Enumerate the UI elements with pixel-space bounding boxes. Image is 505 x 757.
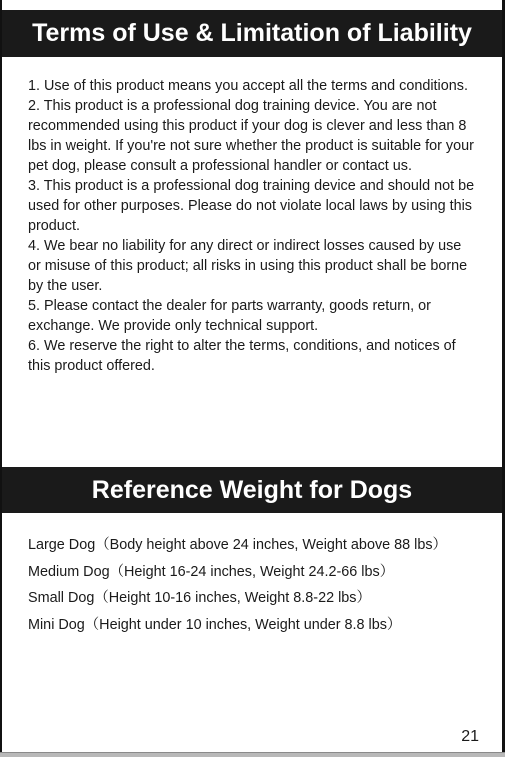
terms-item-6: 6. We reserve the right to alter the terms, conditions, and notices of this product offered. [28, 338, 456, 374]
terms-item-3: 3. This product is a professional dog training device and should not be used for other purposes. Please do not violate local laws by using this product. [28, 178, 475, 234]
terms-item-5: 5. Please contact the dealer for parts warranty, goods return, or exchange. We provide only technical support. [28, 298, 431, 334]
terms-item-1: 1. Use of this product means you accept all the terms and conditions. [28, 78, 468, 94]
terms-list [28, 76, 478, 376]
terms-item-2: 2. This product is a professional dog training device. You are not recommended using this product if your dog is clever and less than 8 lbs in weight. If you're not sure whether the product is suitable for your pet dog, please consult a professional handler or contact us. [28, 98, 474, 174]
page-border-bottom [0, 752, 505, 757]
page-number: 21 [461, 728, 479, 745]
weight-row-mini: Mini Dog（Height under 10 inches, Weight under 8.8 lbs） [28, 616, 402, 633]
weights-list [28, 532, 498, 638]
weight-row-small: Small Dog（Height 10-16 inches, Weight 8.8-22 lbs） [28, 590, 371, 606]
weight-row-large: Large Dog（Body height above 24 inches, Weight above 88 lbs） [28, 537, 447, 553]
weights-heading: Reference Weight for Dogs [2, 467, 502, 513]
weight-row-medium: Medium Dog（Height 16-24 inches, Weight 24.2-66 lbs） [28, 563, 395, 580]
terms-heading: Terms of Use & Limitation of Liability [2, 10, 502, 57]
page-border-left [0, 0, 2, 757]
terms-item-4: 4. We bear no liability for any direct or indirect losses caused by use or misuse of this product; all risks in using this product shall be borne by the user. [28, 238, 468, 294]
